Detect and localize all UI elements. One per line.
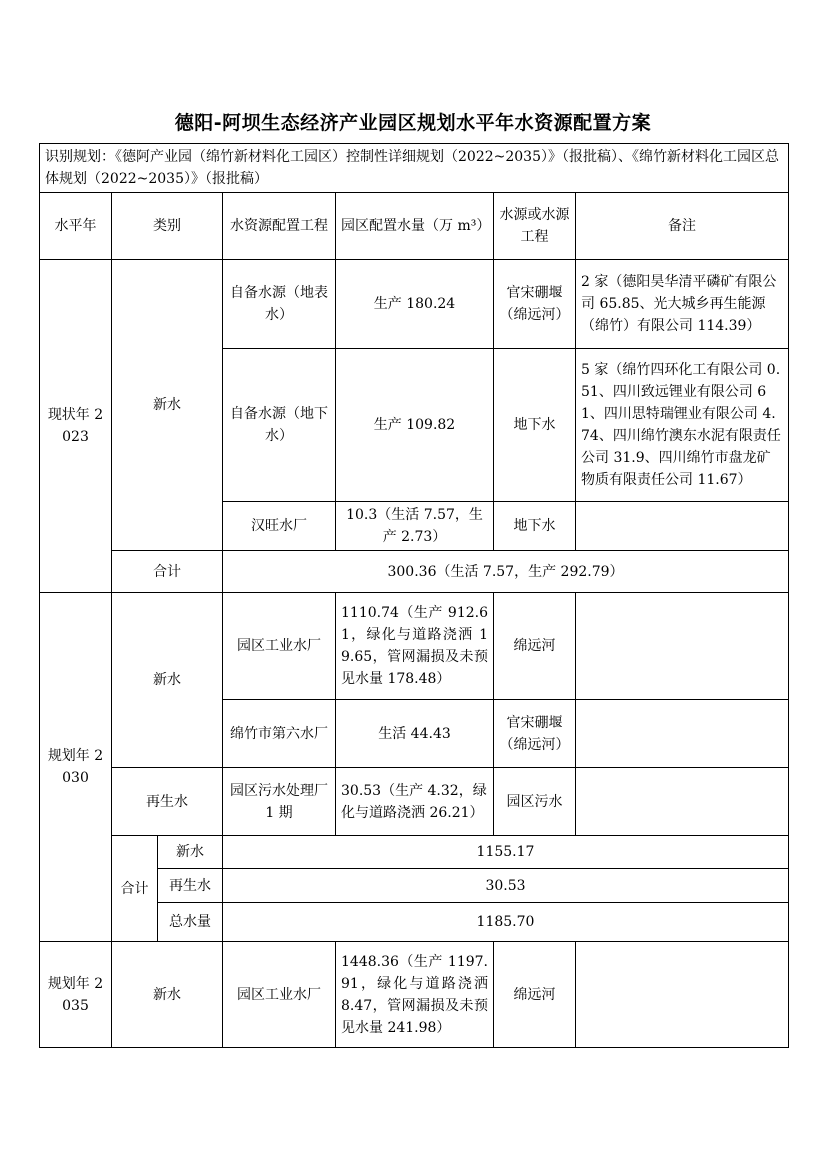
- remark-cell: [576, 942, 789, 1048]
- total-sub-label: 再生水: [158, 869, 223, 903]
- category-new-water: 新水: [112, 942, 223, 1048]
- volume-cell: 10.3（生活 7.57，生产 2.73）: [336, 502, 494, 551]
- source-cell: 绵远河: [494, 942, 576, 1048]
- table-row: [40, 942, 789, 1048]
- header-source: 水源或水源工程: [494, 193, 576, 260]
- header-year: 水平年: [40, 193, 112, 260]
- total-label: 合计: [112, 551, 223, 593]
- total-sub-label: 总水量: [158, 903, 223, 942]
- total-value: 30.53: [223, 869, 789, 903]
- source-cell: 官宋硼堰（绵远河）: [494, 260, 576, 349]
- plan-note: 识别规划：《德阿产业园（绵竹新材料化工园区）控制性详细规划（2022~2035）》（报批稿）、《绵竹新材料化工园区总体规划（2022~2035）》（报批稿）: [40, 144, 789, 193]
- volume-cell: 生产 180.24: [336, 260, 494, 349]
- project-cell: 自备水源（地表水）: [223, 260, 336, 349]
- remark-cell: [576, 768, 789, 836]
- volume-cell: 1110.74（生产 912.61，绿化与道路浇洒 19.65，管网漏损及未预见水量 178.48）: [336, 593, 494, 700]
- document-title: 德阳-阿坝生态经济产业园区规划水平年水资源配置方案: [174, 112, 652, 134]
- project-cell: 自备水源（地下水）: [223, 349, 336, 502]
- water-allocation-table: [39, 143, 789, 1048]
- total-value: 1185.70: [223, 903, 789, 942]
- year-2030: 规划年 2030: [40, 593, 112, 942]
- source-cell: 地下水: [494, 502, 576, 551]
- source-cell: 园区污水: [494, 768, 576, 836]
- total-sub-label: 新水: [158, 836, 223, 869]
- source-cell: 地下水: [494, 349, 576, 502]
- category-new-water: 新水: [112, 260, 223, 551]
- table-row: [40, 593, 789, 700]
- remark-cell: [576, 502, 789, 551]
- year-2035: 规划年 2035: [40, 942, 112, 1048]
- plan-note-row: [40, 144, 789, 193]
- volume-cell: 1448.36（生产 1197.91，绿化与道路浇洒 8.47，管网漏损及未预见水量 241.98）: [336, 942, 494, 1048]
- table-row: [40, 260, 789, 349]
- table-row: [40, 768, 789, 836]
- total-row: [40, 551, 789, 593]
- project-cell: 绵竹市第六水厂: [223, 700, 336, 768]
- project-cell: 园区工业水厂: [223, 942, 336, 1048]
- year-2023: 现状年 2023: [40, 260, 112, 593]
- header-remark: 备注: [576, 193, 789, 260]
- total-label: 合计: [112, 836, 158, 942]
- source-cell: 绵远河: [494, 593, 576, 700]
- category-new-water: 新水: [112, 593, 223, 768]
- remark-cell: 2 家（德阳昊华清平磷矿有限公司 65.85、光大城乡再生能源（绵竹）有限公司 114.39）: [576, 260, 789, 349]
- source-cell: 官宋硼堰（绵远河）: [494, 700, 576, 768]
- project-cell: 园区污水处理厂 1 期: [223, 768, 336, 836]
- remark-cell: [576, 700, 789, 768]
- total-value: 300.36（生活 7.57，生产 292.79）: [223, 551, 789, 593]
- header-project: 水资源配置工程: [223, 193, 336, 260]
- total-value: 1155.17: [223, 836, 789, 869]
- project-cell: 汉旺水厂: [223, 502, 336, 551]
- volume-cell: 30.53（生产 4.32，绿化与道路浇洒 26.21）: [336, 768, 494, 836]
- category-recycled-water: 再生水: [112, 768, 223, 836]
- volume-cell: 生产 109.82: [336, 349, 494, 502]
- remark-cell: [576, 593, 789, 700]
- remark-cell: 5 家（绵竹四环化工有限公司 0.51、四川致远锂业有限公司 61、四川思特瑞锂业有限公司 4.74、四川绵竹澳东水泥有限责任公司 31.9、四川绵竹市盘龙矿物质有限责任公司 11.67）: [576, 349, 789, 502]
- header-category: 类别: [112, 193, 223, 260]
- total-row: [40, 836, 789, 869]
- header-volume: 园区配置水量（万 m³）: [336, 193, 494, 260]
- project-cell: 园区工业水厂: [223, 593, 336, 700]
- header-row: [40, 193, 789, 260]
- volume-cell: 生活 44.43: [336, 700, 494, 768]
